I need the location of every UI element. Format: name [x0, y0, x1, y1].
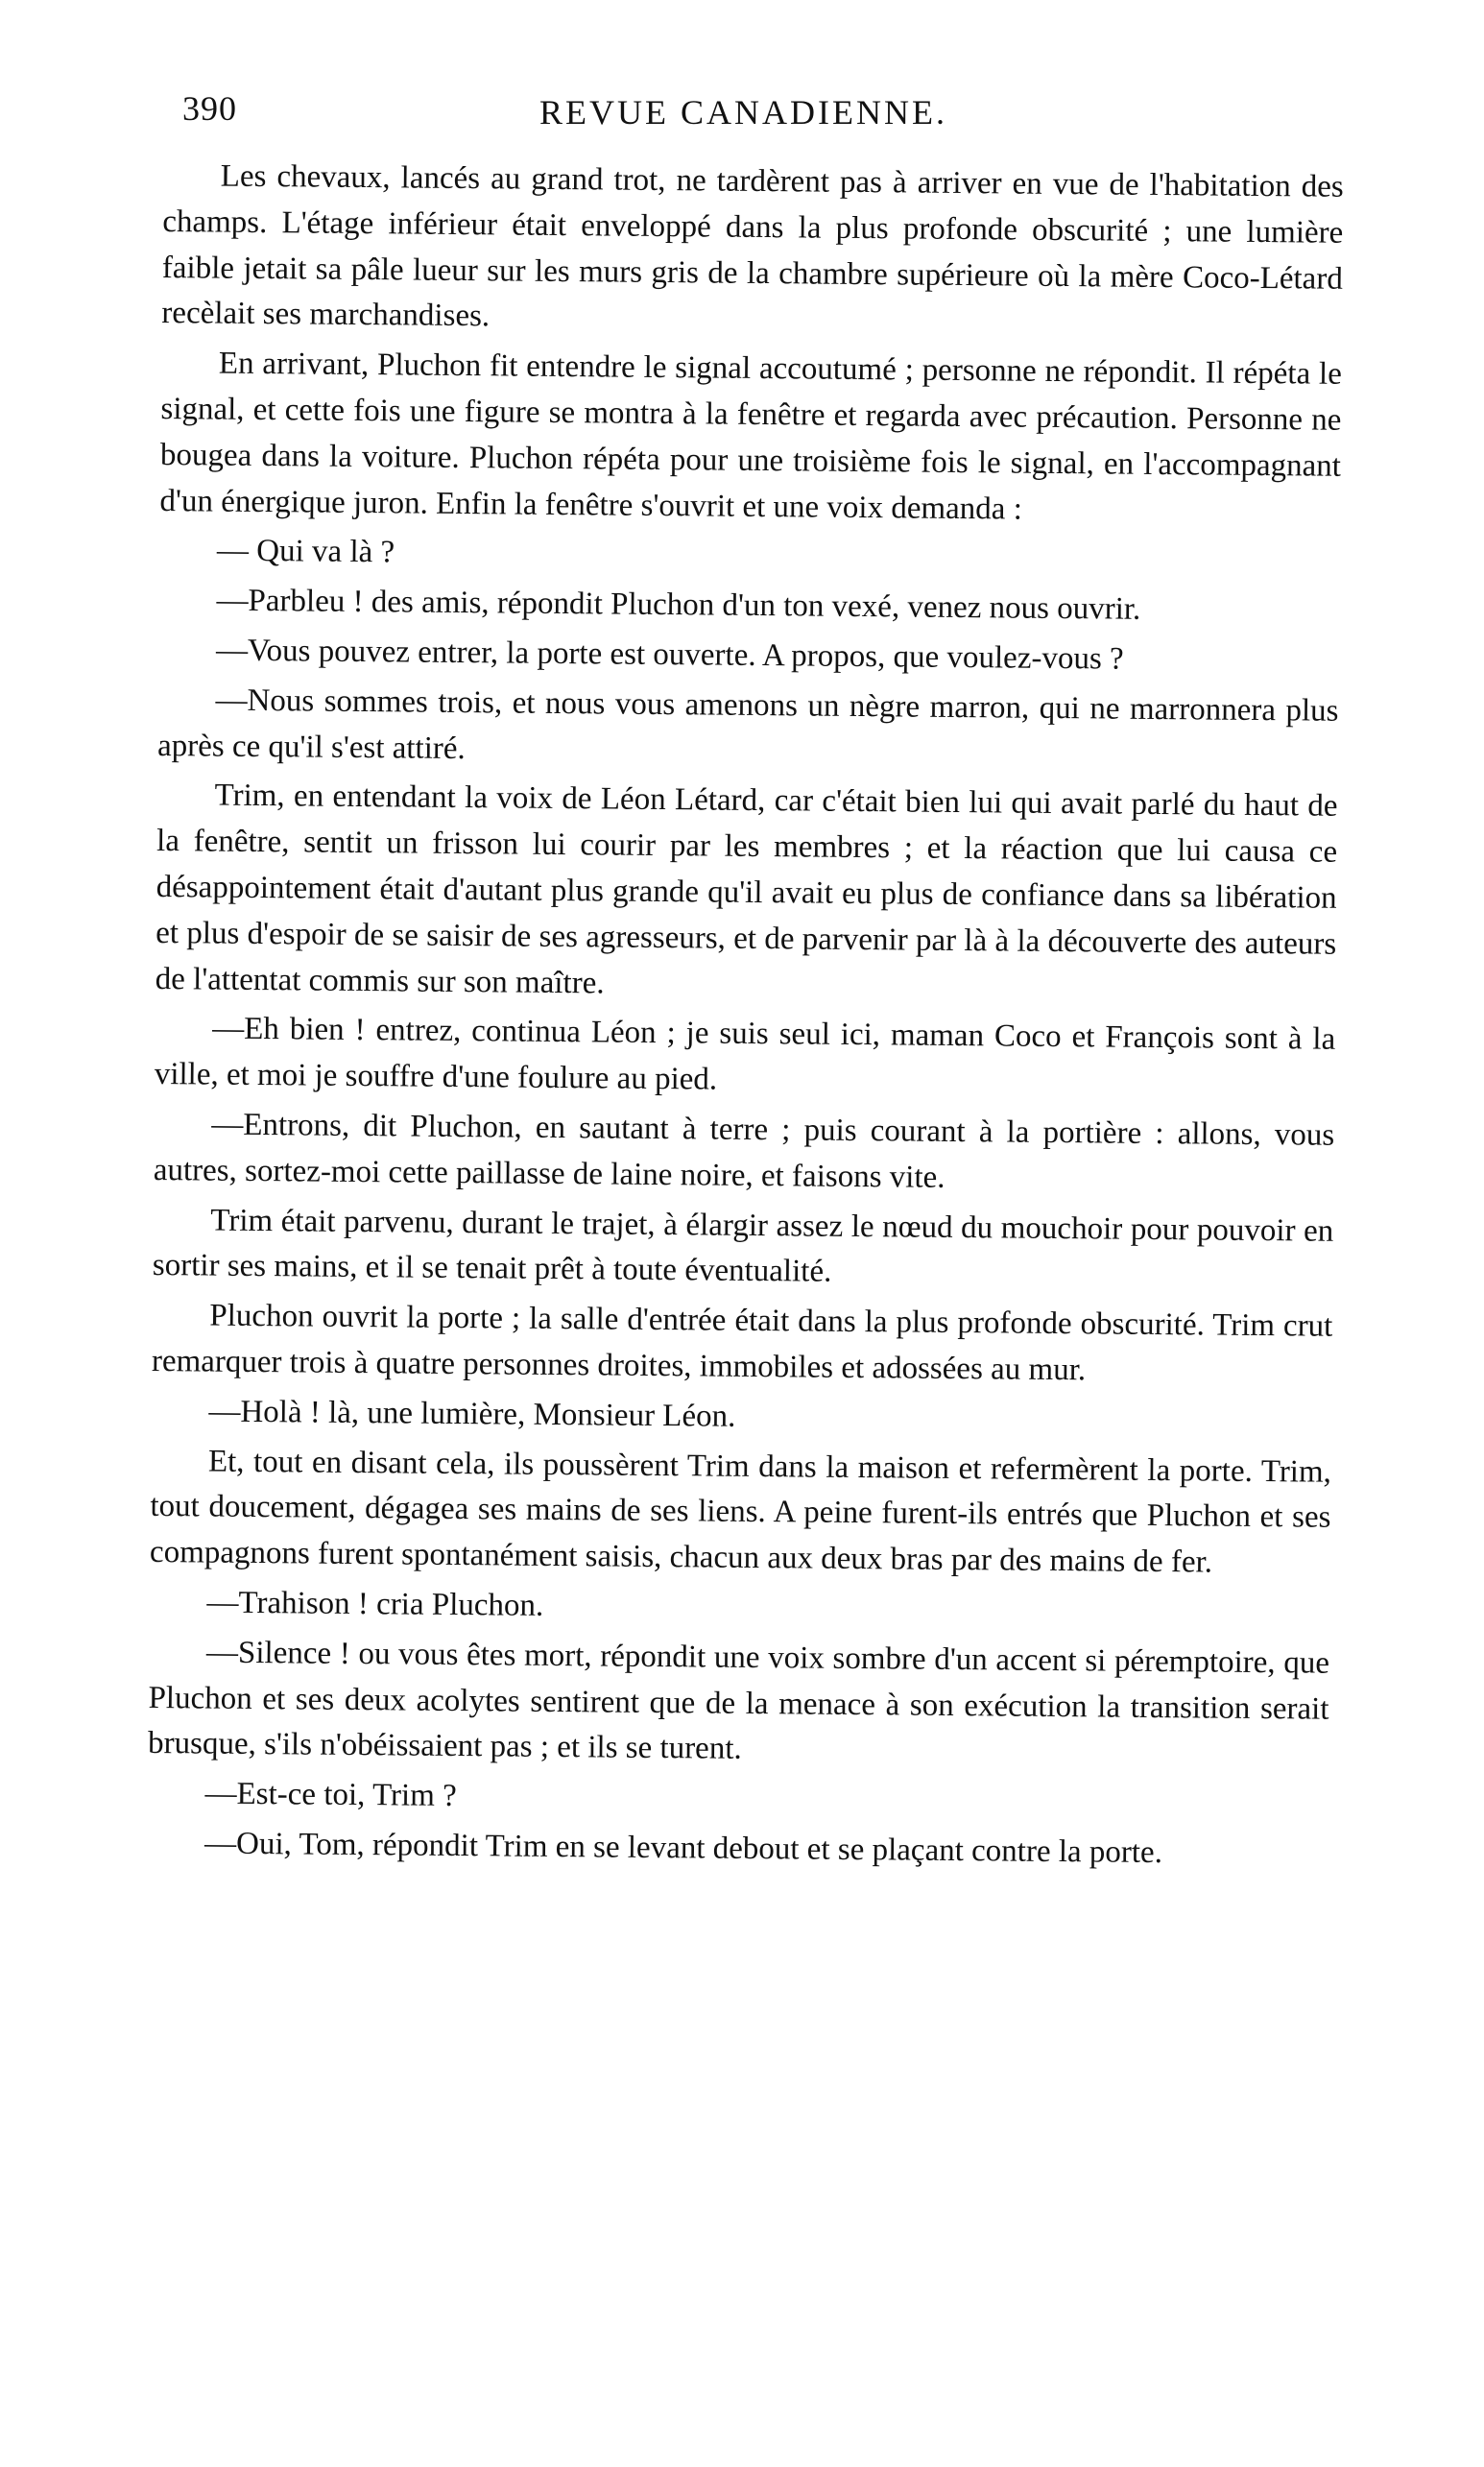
- paragraph: Trim était parvenu, durant le trajet, à élargir assez le nœud du mouchoir pour pouvoir en sortir ses mains, et il se tenait prêt à toute éventualité.: [152, 1203, 1334, 1290]
- dialogue-line: —Holà ! là, une lumière, Monsieur Léon.: [208, 1394, 736, 1434]
- dialogue-line: —Entrons, dit Pluchon, en sautant à terre ; puis courant à la portière : allons, vous autres, sortez-moi cette paillasse de laine noire, et faisons vite.: [153, 1107, 1335, 1195]
- body-text: [147, 154, 1344, 1881]
- page-number: 390: [182, 89, 237, 128]
- dialogue-line: —Parbleu ! des amis, répondit Pluchon d'un ton vexé, venez nous ouvrir.: [216, 583, 1141, 627]
- paragraph: Les chevaux, lancés au grand trot, ne tardèrent pas à arriver en vue de l'habitation des champs. L'étage inférieur était enveloppé dans la plus profonde obscurité ; une lumière faible jetait sa pâle lueur sur les murs gris de la chambre supérieure où la mère Coco-Létard recèlait ses marchandises.: [161, 158, 1344, 334]
- paragraph: Pluchon ouvrit la porte ; la salle d'entrée était dans la plus profonde obscurité. Trim crut remarquer trois à quatre personnes droites, immobiles et adossées au mur.: [151, 1298, 1333, 1388]
- paragraph: Et, tout en disant cela, ils poussèrent Trim dans la maison et refermèrent la porte. Trim, tout doucement, dégagea ses mains de ses liens. A peine furent-ils entrés que Pluchon et ses compagnons furent spontanément saisis, chacun aux deux bras par des mains de fer.: [149, 1444, 1332, 1580]
- dialogue-line: —Nous sommes trois, et nous vous amenons un nègre marron, qui ne marronnera plus après ce qu'il s'est attiré.: [156, 683, 1339, 766]
- running-title: REVUE CANADIENNE.: [539, 93, 947, 132]
- paragraph: Trim, en entendant la voix de Léon Létard, car c'était bien lui qui avait parlé du haut de la fenêtre, sentit un frisson lui courir par les membres ; et la réaction que lui causa ce désappointement était d'autant plus grande qu'il avait eu plus de confiance dans sa libération et plus d'espoir de se saisir de ses agresseurs, et de parvenir par là à la découverte des auteurs de l'attentat commis sur son maître.: [155, 778, 1338, 1000]
- dialogue-line: —Vous pouvez entrer, la porte est ouverte. A propos, que voulez-vous ?: [215, 633, 1124, 677]
- paragraph: En arrivant, Pluchon fit entendre le signal accoutumé ; personne ne répondit. Il répéta le signal, et cette fois une figure se montra à la fenêtre et regarda avec précaution. Personne ne bougea dans la voiture. Pluchon répéta pour une troisième fois le signal, en l'accompagnant d'un énergique juron. Enfin la fenêtre s'ouvrit et une voix demanda :: [159, 346, 1343, 527]
- dialogue-line: —Silence ! ou vous êtes mort, répondit une voix sombre d'un accent si péremptoire, que Pluchon et ses deux acolytes sentirent que de la menace à son exécution la transition serait brusque, s'ils n'obéissaient pas ; et ils se turent.: [147, 1635, 1330, 1767]
- dialogue-line: —Oui, Tom, répondit Trim en se levant debout et se plaçant contre la porte.: [203, 1826, 1163, 1870]
- page-header: [182, 88, 1334, 136]
- dialogue-line: —Trahison ! cria Pluchon.: [206, 1585, 544, 1623]
- dialogue-line: — Qui va là ?: [216, 533, 395, 570]
- dialogue-line: —Est-ce toi, Trim ?: [204, 1776, 457, 1814]
- dialogue-line: —Eh bien ! entrez, continua Léon ; je suis seul ici, maman Coco et François sont à la ville, et moi je souffre d'une foulure au pied.: [154, 1011, 1336, 1097]
